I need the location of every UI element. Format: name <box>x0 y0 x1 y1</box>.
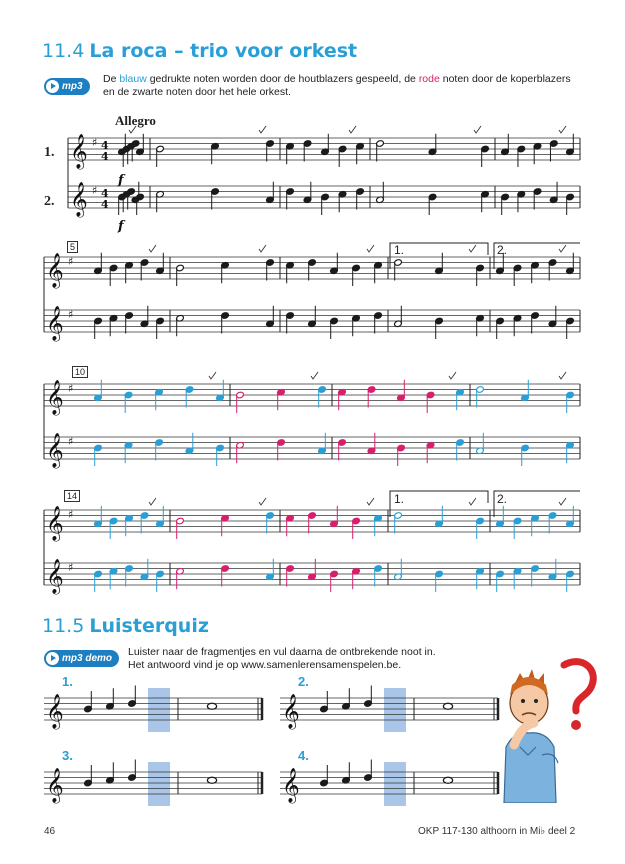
time-signature-top: 4 <box>101 187 109 200</box>
time-signature-top: 4 <box>101 139 109 152</box>
quiz-label-4: 4. <box>298 748 309 763</box>
breath-mark-icon <box>209 372 216 379</box>
intro-word-blue: blauw <box>119 73 147 85</box>
section-title: Luisterquiz <box>89 615 209 637</box>
page-number: 46 <box>44 826 56 837</box>
breath-mark-icon <box>259 245 266 252</box>
tempo-marking: Allegro <box>115 113 156 128</box>
breath-mark-icon <box>469 498 476 505</box>
mp3-demo-label: mp3 demo <box>62 653 113 664</box>
intro-text-part: noten door de koperblazers <box>439 73 571 85</box>
breath-mark-icon <box>559 372 566 379</box>
section-number: 11.4 <box>42 40 85 62</box>
part-label-1: 1. <box>44 145 55 160</box>
treble-clef-icon: 𝄞 <box>46 506 64 541</box>
intro-text-part: gedrukte noten worden door de houtblazers gespeeld, de <box>146 73 419 85</box>
breath-mark-icon <box>367 245 374 252</box>
quiz-instruction-line: Luister naar de fragmentjes en vul daarna de ontbrekende noot in. <box>128 646 436 658</box>
section-title: La roca – trio voor orkest <box>89 40 358 62</box>
quiz-label-3: 3. <box>62 748 73 763</box>
breath-mark-icon <box>349 126 356 133</box>
breath-mark-icon <box>311 372 318 379</box>
section-number: 11.5 <box>42 615 85 637</box>
key-signature-sharp-icon: ♯ <box>92 184 98 197</box>
time-signature-bottom: 4 <box>101 198 109 211</box>
breath-mark-icon <box>367 498 374 505</box>
breath-mark-icon <box>559 126 566 133</box>
whole-note <box>207 777 216 783</box>
quiz-label-2: 2. <box>298 674 309 689</box>
breath-mark-icon <box>559 498 566 505</box>
treble-clef-icon: 𝄞 <box>46 559 64 594</box>
volta-label-1: 1. <box>394 243 405 257</box>
treble-clef-icon: 𝄞 <box>70 134 88 169</box>
breath-mark-icon <box>149 245 156 252</box>
part-label-2: 2. <box>44 194 55 209</box>
quiz-answer-highlight <box>148 762 170 806</box>
breath-mark-icon <box>449 372 456 379</box>
key-signature-sharp-icon: ♯ <box>68 561 74 574</box>
quiz-answer-highlight <box>384 762 406 806</box>
quiz-answer-highlight <box>384 688 406 732</box>
key-signature-sharp-icon: ♯ <box>68 308 74 321</box>
bar-number-5: 5 <box>67 241 78 253</box>
mp3-demo-play-button[interactable] <box>44 650 119 667</box>
key-signature-sharp-icon: ♯ <box>68 508 74 521</box>
treble-clef-icon: 𝄞 <box>46 694 64 729</box>
volta-label-2: 2. <box>497 243 508 257</box>
time-signature-bottom: 4 <box>101 150 109 163</box>
treble-clef-icon: 𝄞 <box>46 768 64 803</box>
quiz-instruction-line: Het antwoord vind je op www.samenlerensamenspelen.be. <box>128 659 402 671</box>
quiz-label-1: 1. <box>62 674 73 689</box>
key-signature-sharp-icon: ♯ <box>68 382 74 395</box>
key-signature-sharp-icon: ♯ <box>68 255 74 268</box>
bar-number-10: 10 <box>72 366 88 378</box>
footer-reference: OKP 117-130 althoorn in Mi♭ deel 2 <box>418 826 576 837</box>
treble-clef-icon: 𝄞 <box>70 182 88 217</box>
breath-mark-icon <box>259 126 266 133</box>
quiz-answer-highlight <box>148 688 170 732</box>
volta-label-1b: 1. <box>394 492 405 506</box>
bar-number-14: 14 <box>64 490 80 502</box>
section-heading-11-5 <box>42 615 209 637</box>
whole-note <box>443 703 452 709</box>
volta-label-2b: 2. <box>497 492 508 506</box>
volta-bracket-1 <box>390 491 488 517</box>
treble-clef-icon: 𝄞 <box>46 306 64 341</box>
treble-clef-icon: 𝄞 <box>282 694 300 729</box>
breath-mark-icon <box>474 126 481 133</box>
treble-clef-icon: 𝄞 <box>46 253 64 288</box>
dynamic-forte: f <box>118 173 124 188</box>
intro-word-red: rode <box>418 73 440 85</box>
dynamic-forte: f <box>118 219 124 234</box>
treble-clef-icon: 𝄞 <box>46 380 64 415</box>
whole-note <box>443 777 452 783</box>
volta-bracket-1 <box>390 243 488 269</box>
key-signature-sharp-icon: ♯ <box>92 136 98 149</box>
intro-text-part: De <box>103 73 120 85</box>
intro-text-line2: en de zwarte noten door het hele orkest. <box>103 86 291 98</box>
breath-mark-icon <box>259 498 266 505</box>
play-icon <box>46 652 59 665</box>
breath-mark-icon <box>149 498 156 505</box>
treble-clef-icon: 𝄞 <box>46 433 64 468</box>
treble-clef-icon: 𝄞 <box>282 768 300 803</box>
thinking-boy-illustration <box>494 655 599 803</box>
breath-mark-icon <box>559 245 566 252</box>
breath-mark-icon <box>469 245 476 252</box>
whole-note <box>207 703 216 709</box>
quiz-instructions <box>128 646 488 672</box>
key-signature-sharp-icon: ♯ <box>68 435 74 448</box>
breath-mark-icon <box>129 126 136 133</box>
mp3-label: mp3 <box>62 81 83 92</box>
